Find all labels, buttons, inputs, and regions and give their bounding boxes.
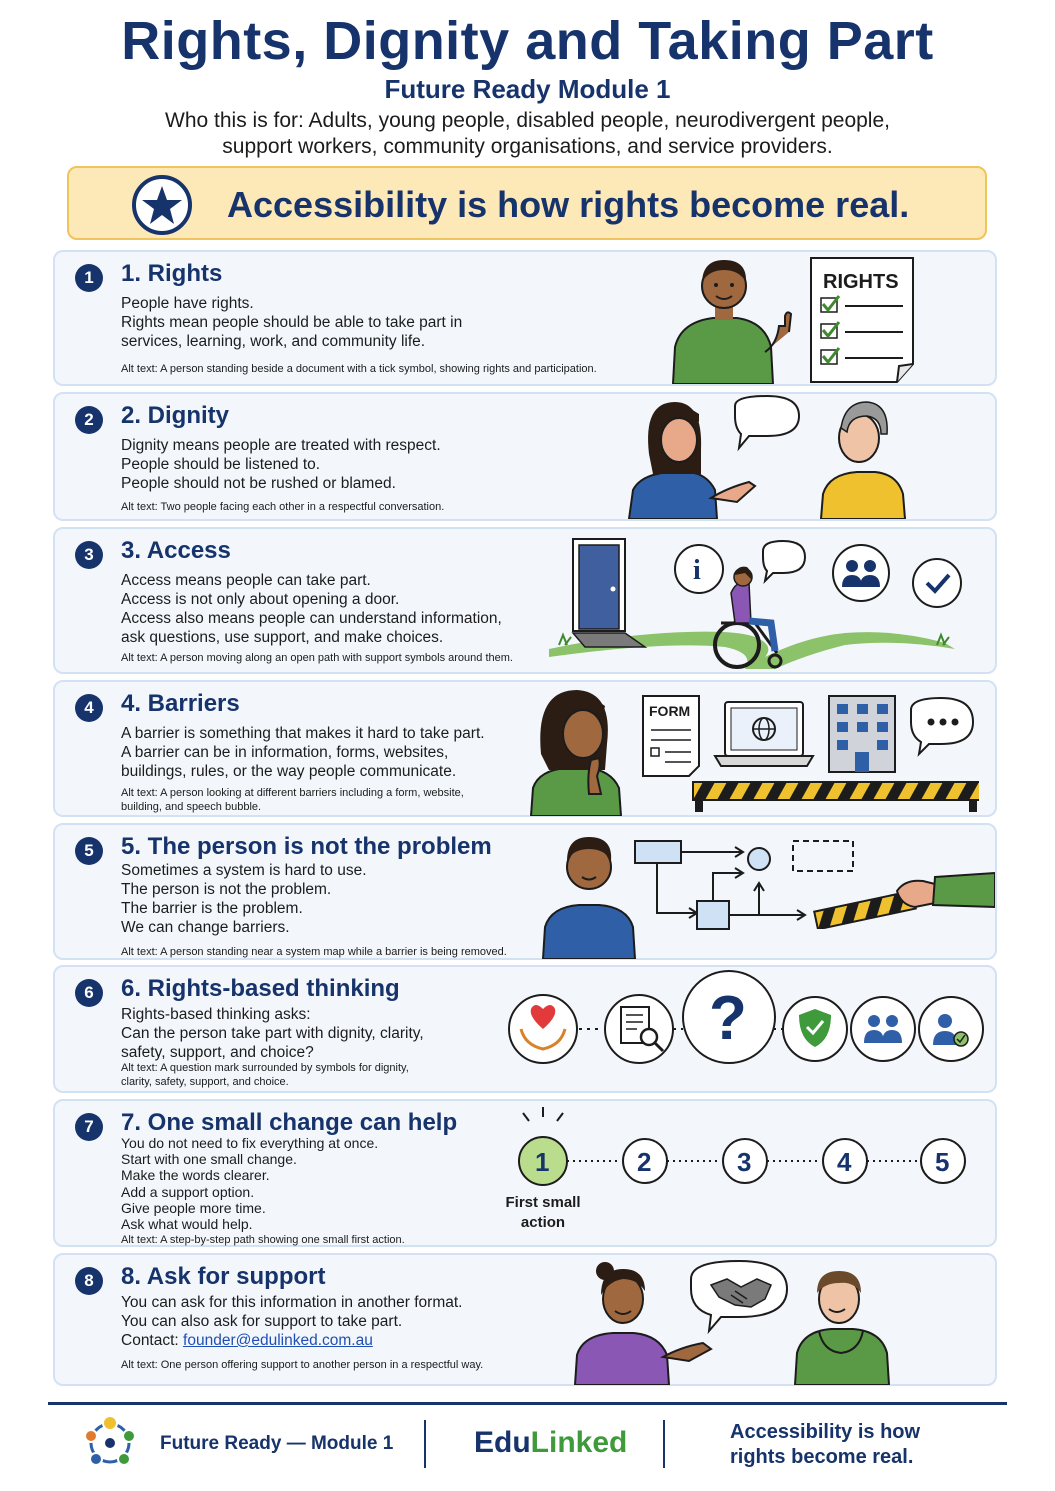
body-line: services, learning, work, and community life. — [121, 333, 426, 350]
step-number: 4 — [837, 1147, 852, 1177]
body-line: A barrier is something that makes it hard to take part. — [121, 725, 485, 742]
form-icon — [643, 696, 699, 776]
section-title: 1. Rights — [121, 260, 223, 287]
body-line: Rights mean people should be able to take part in — [121, 314, 463, 331]
access-path-illustration — [545, 533, 985, 673]
section-rights-based-thinking — [53, 965, 997, 1093]
alt-text: Alt text: One person offering support to another person in a respectful way. — [121, 1359, 484, 1371]
checklist-icon — [807, 256, 919, 384]
body-line: The person is not the problem. — [121, 881, 332, 898]
step-4 — [823, 1139, 867, 1183]
section-title: 4. Barriers — [121, 690, 240, 717]
tagline-line: Accessibility is how — [730, 1421, 921, 1443]
check-icon — [913, 559, 961, 607]
first-step-caption: First small — [505, 1194, 581, 1211]
body-line: Access also means people can understand information, — [121, 610, 502, 627]
footer-divider — [663, 1420, 665, 1468]
body-line: Start with one small change. — [121, 1151, 297, 1168]
section-body — [121, 1005, 424, 1062]
section-body — [121, 294, 462, 351]
edulinked-brand — [474, 1426, 627, 1460]
body-line: Sometimes a system is hard to use. — [121, 862, 367, 879]
section-number: 5 — [75, 837, 103, 865]
step-1 — [519, 1137, 567, 1185]
edulinked-logo-icon — [80, 1413, 140, 1473]
section-title: 7. One small change can help — [121, 1109, 458, 1136]
alt-text-line: Alt text: A person looking at different barriers including a form, website, — [121, 787, 464, 799]
star-icon — [131, 174, 193, 236]
question-mark: ? — [709, 984, 747, 1053]
body-line: Rights-based thinking asks: — [121, 1006, 311, 1023]
audience-line: support workers, community organisations, and service providers. — [222, 135, 833, 158]
alt-text-line: clarity, safety, support, and choice. — [121, 1076, 289, 1088]
footer-rule — [48, 1402, 1007, 1405]
section-number: 2 — [75, 406, 103, 434]
first-step-caption: action — [520, 1214, 566, 1231]
body-line: People should be listened to. — [121, 456, 321, 473]
step-number: 5 — [935, 1147, 950, 1177]
section-number: 3 — [75, 541, 103, 569]
section-number: 8 — [75, 1267, 103, 1295]
contact-email-link[interactable]: founder@edulinked.com.au — [183, 1332, 373, 1349]
contact-label: Contact: — [121, 1332, 184, 1349]
door-icon — [573, 539, 645, 647]
body-line: ask questions, use support, and make choices. — [121, 629, 444, 646]
section-body — [121, 571, 502, 647]
audience-line: Who this is for: Adults, young people, disabled people, neurodivergent people, — [165, 109, 890, 132]
conversation-illustration — [627, 394, 927, 519]
barrier-icons-illustration — [639, 690, 979, 814]
alt-text: Alt text: A person standing beside a document with a tick symbol, showing rights and participation. — [121, 363, 597, 375]
section-one-small-change — [53, 1099, 997, 1247]
page-title: Rights, Dignity and Taking Part — [121, 11, 934, 71]
section-title: 5. The person is not the problem — [121, 833, 492, 860]
step-number: 2 — [637, 1147, 652, 1177]
body-line: A barrier can be in information, forms, websites, — [121, 744, 449, 761]
body-line: You can also ask for support to take part. — [121, 1313, 403, 1330]
info-icon — [675, 545, 723, 593]
key-message-banner — [67, 166, 987, 240]
step-number: 3 — [737, 1147, 752, 1177]
step-2 — [623, 1139, 667, 1183]
section-dignity — [53, 392, 997, 521]
body-line: Can the person take part with dignity, clarity, — [121, 1025, 424, 1042]
people-icon — [833, 545, 889, 601]
speech-bubble-icon — [763, 541, 805, 581]
section-access — [53, 527, 997, 674]
body-line: Add a support option. — [121, 1183, 255, 1200]
footer-tagline — [730, 1420, 920, 1470]
form-label: FORM — [649, 703, 691, 719]
body-line: Access means people can take part. — [121, 572, 371, 589]
section-person-not-problem — [53, 823, 997, 960]
alt-text: Alt text: A step-by-step path showing one small first action. — [121, 1234, 405, 1246]
section-number: 1 — [75, 264, 103, 292]
step-5 — [921, 1139, 965, 1183]
section-title: 8. Ask for support — [121, 1263, 326, 1290]
body-line: You can ask for this information in another format. — [121, 1294, 463, 1311]
section-number: 7 — [75, 1113, 103, 1141]
body-line: You do not need to fix everything at once. — [121, 1135, 379, 1151]
section-ask-for-support — [53, 1253, 997, 1386]
thinking-person-illustration — [527, 684, 631, 816]
body-line: We can change barriers. — [121, 919, 290, 936]
building-icon — [829, 696, 895, 772]
section-title: 2. Dignity — [121, 402, 230, 429]
contact-line — [121, 1331, 462, 1350]
barrier-icon — [693, 782, 979, 812]
body-line: buildings, rules, or the way people communicate. — [121, 763, 457, 780]
body-line: Give people more time. — [121, 1199, 266, 1216]
step-path-illustration — [495, 1107, 975, 1237]
support-illustration — [571, 1255, 901, 1385]
section-body — [121, 861, 367, 937]
brand-part: Linked — [530, 1426, 628, 1459]
search-document-icon — [605, 995, 673, 1063]
heart-hands-icon — [509, 995, 577, 1063]
alt-text-line: building, and speech bubble. — [121, 801, 262, 813]
person-check-icon — [919, 997, 983, 1061]
alt-text: Alt text: A person moving along an open path with support symbols around them. — [121, 652, 513, 664]
section-number: 6 — [75, 979, 103, 1007]
rights-symbols-illustration — [505, 967, 989, 1091]
standing-person-illustration — [539, 827, 639, 959]
alt-text — [121, 1061, 409, 1089]
tagline-line: rights become real. — [730, 1446, 914, 1468]
alt-text-line: Alt text: A question mark surrounded by symbols for dignity, — [121, 1062, 409, 1074]
section-title: 6. Rights-based thinking — [121, 975, 400, 1002]
alt-text — [121, 786, 464, 814]
checklist-label: RIGHTS — [823, 271, 899, 293]
alt-text: Alt text: Two people facing each other in a respectful conversation. — [121, 501, 445, 513]
step-number: 1 — [535, 1147, 550, 1177]
audience-text — [100, 108, 955, 160]
banner-text: Accessibility is how rights become real. — [227, 184, 910, 225]
brand-part: Edu — [474, 1426, 531, 1459]
step-3 — [723, 1139, 767, 1183]
page-subtitle: Future Ready Module 1 — [384, 74, 671, 104]
body-line: People have rights. — [121, 295, 254, 312]
body-line: The barrier is the problem. — [121, 900, 303, 917]
footer-module-label: Future Ready — Module 1 — [160, 1433, 394, 1454]
section-body — [121, 1293, 462, 1350]
body-line: Ask what would help. — [121, 1216, 253, 1233]
svg-text:i: i — [693, 555, 701, 586]
body-line: Access is not only about opening a door. — [121, 591, 400, 608]
section-rights — [53, 250, 997, 386]
section-number: 4 — [75, 694, 103, 722]
shield-check-icon — [783, 997, 847, 1061]
laptop-globe-icon — [715, 702, 813, 766]
footer-divider — [424, 1420, 426, 1468]
alt-text: Alt text: A person standing near a system map while a barrier is being removed. — [121, 946, 507, 958]
section-body — [121, 724, 485, 781]
body-line: Dignity means people are treated with respect. — [121, 437, 441, 454]
body-line: Make the words clearer. — [121, 1167, 270, 1184]
person-thumbs-up-illustration — [653, 252, 793, 384]
section-barriers — [53, 680, 997, 817]
body-line: People should not be rushed or blamed. — [121, 475, 396, 492]
people-icon — [851, 997, 915, 1061]
section-body — [121, 1135, 378, 1232]
section-title: 3. Access — [121, 537, 231, 564]
body-line: safety, support, and choice? — [121, 1044, 314, 1061]
barrier-removal-illustration — [805, 859, 995, 929]
section-body — [121, 436, 441, 493]
speech-bubble-icon — [911, 698, 973, 754]
